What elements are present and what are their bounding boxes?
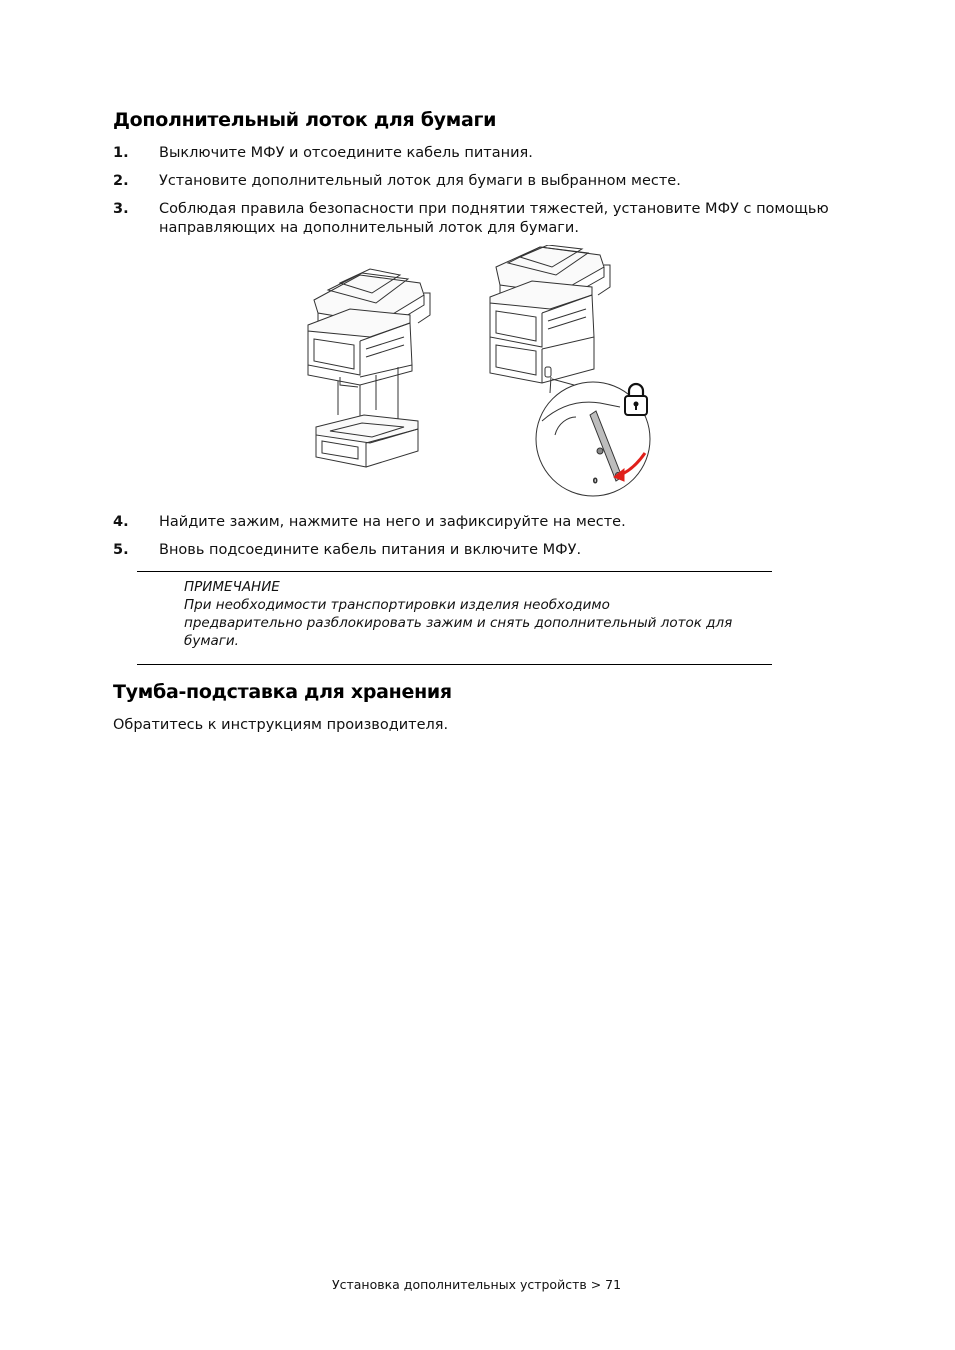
step-number: 3. bbox=[113, 201, 129, 217]
svg-text:0: 0 bbox=[593, 477, 598, 485]
mfp-with-tray-exploded bbox=[308, 269, 430, 467]
installation-illustration bbox=[300, 245, 660, 505]
step-text: Вновь подсоедините кабель питания и включите МФУ. bbox=[159, 542, 582, 558]
step-text: Выключите МФУ и отсоедините кабель питания. bbox=[159, 145, 533, 161]
section-heading-storage-cabinet: Тумба-подставка для хранения bbox=[113, 681, 452, 703]
note-label: ПРИМЕЧАНИЕ bbox=[184, 579, 280, 595]
step-text: Установите дополнительный лоток для бумаги в выбранном месте. bbox=[159, 173, 681, 189]
step-number: 5. bbox=[113, 542, 129, 558]
page-footer: Установка дополнительных устройств > 71 bbox=[332, 1277, 622, 1292]
note-line: бумаги. bbox=[184, 633, 239, 649]
note-line: При необходимости транспортировки изделия необходимо bbox=[184, 597, 610, 613]
note-divider-bottom bbox=[137, 664, 772, 665]
step-number: 1. bbox=[113, 145, 129, 161]
step-text: Найдите зажим, нажмите на него и зафиксируйте на месте. bbox=[159, 514, 626, 530]
section-body-text: Обратитесь к инструкциям производителя. bbox=[113, 717, 449, 733]
step-number: 2. bbox=[113, 173, 129, 189]
note-box bbox=[184, 578, 764, 650]
note-divider-top bbox=[137, 571, 772, 572]
note-line: предварительно разблокировать зажим и снять дополнительный лоток для bbox=[184, 615, 733, 631]
mfp-installed-on-tray bbox=[490, 245, 650, 496]
step-text: Соблюдая правила безопасности при поднятии тяжестей, установите МФУ с помощью направляющих на дополнительный лоток для бумаги. bbox=[159, 201, 829, 236]
section-heading-paper-tray: Дополнительный лоток для бумаги bbox=[113, 109, 497, 131]
step-number: 4. bbox=[113, 514, 129, 530]
padlock-icon bbox=[625, 384, 647, 415]
